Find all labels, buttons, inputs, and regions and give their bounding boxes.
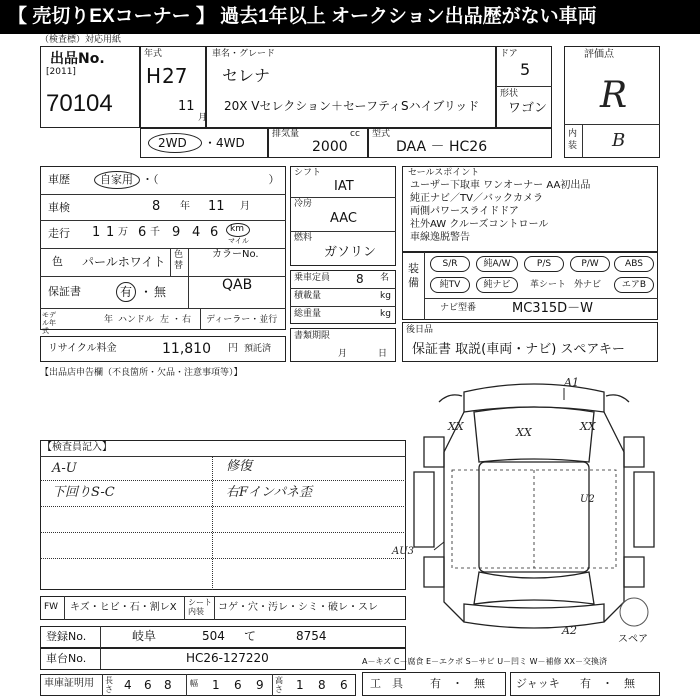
doors-label: ドア xyxy=(500,49,518,59)
inspector-label: 【検査員記入】 xyxy=(42,442,112,453)
seat-label: シート内装 xyxy=(188,598,212,616)
score-value: R xyxy=(600,75,628,116)
load-label: 積載量 xyxy=(294,291,322,301)
later-items-value: 保証書 取説(車両・ナビ) スペアキー xyxy=(412,342,625,357)
interior-label: 内装 xyxy=(568,129,578,151)
mileage-d6: 6 xyxy=(210,225,219,240)
mark-xx: XX xyxy=(448,420,464,433)
seller-notes-label: 【出品店申告欄（不良箇所・欠品・注意事項等）】 xyxy=(40,368,243,378)
selling-point-line: 社外AW クルーズコントロール xyxy=(410,219,549,230)
mileage-d3: 6 xyxy=(138,225,147,240)
mark-au3: AU3 xyxy=(392,546,415,557)
inspection-month: 11 xyxy=(208,199,225,214)
equip-leather: 革シート xyxy=(530,280,567,290)
warranty-sep: ・ xyxy=(140,285,153,299)
lot-label: 出品No. xyxy=(50,51,105,67)
aircon-label: 冷房 xyxy=(294,199,313,209)
color-label: 色 xyxy=(52,255,63,268)
drive-2wd: 2WD xyxy=(158,136,187,150)
fw-label: FW xyxy=(44,602,59,612)
weight-unit: kg xyxy=(380,309,391,319)
navi-model-value: MC315D－W xyxy=(512,301,593,316)
equip-aftermarket-navi: 外ナビ xyxy=(574,280,602,290)
year-value: 27 xyxy=(162,64,188,88)
mileage-unit2: マイル xyxy=(228,237,249,245)
reg-kana: て xyxy=(244,629,257,643)
equip-sr: S/R xyxy=(430,256,470,272)
chassis-label: 車台No. xyxy=(46,652,87,665)
fw-text: キズ・ヒビ・石・割レX xyxy=(70,602,177,613)
equipment-label: 装備 xyxy=(408,262,419,289)
reg-number: 8754 xyxy=(296,629,327,643)
mileage-man: 万 xyxy=(118,227,128,238)
doc-month: 月 xyxy=(338,349,348,359)
mileage-label: 走行 xyxy=(48,227,70,240)
recycle-unit: 円 xyxy=(228,343,238,354)
mileage-d1: 1 xyxy=(92,225,101,240)
color-value: パールホワイト xyxy=(82,255,166,269)
length-digit: 6 xyxy=(144,678,152,692)
warranty-label: 保証書 xyxy=(48,285,81,298)
drive-4wd: 4WD xyxy=(216,136,245,150)
year-month: 11 xyxy=(178,99,195,114)
fuel-value: ガソリン xyxy=(324,245,377,260)
equip-tv: 純TV xyxy=(430,277,470,293)
banner-title: 【 売切りEXコーナー 】 過去1年以上 オークション出品歴がない車両 xyxy=(0,0,700,34)
history-private: 自家用 xyxy=(100,173,133,186)
reg-class: 504 xyxy=(202,629,225,643)
inspector-box xyxy=(40,440,406,590)
selling-point-line: 車線逸脱警告 xyxy=(410,232,470,243)
fuel-label: 燃料 xyxy=(294,233,313,243)
warranty-yes: 有 xyxy=(120,285,133,299)
handle-label: ハンドル xyxy=(118,315,155,325)
damage-legend: A－キズ C－腐食 E－エクボ S－サビ U－凹ミ W－補修 XX－交換済 xyxy=(362,657,608,666)
model-label: 型式 xyxy=(372,129,391,139)
model-year-unit: 年 xyxy=(104,315,114,325)
mark-u2: U2 xyxy=(580,494,595,505)
year-era: H xyxy=(146,64,162,88)
equip-ps: P/S xyxy=(524,256,564,272)
year-month-unit: 月 xyxy=(198,113,208,123)
color-code: QAB xyxy=(222,277,253,293)
chassis-value: HC26-127220 xyxy=(186,651,269,665)
header-note: （検査標）対応用紙 xyxy=(40,35,122,45)
year-label: 年式 xyxy=(144,49,163,59)
handle-dot: ・ xyxy=(172,315,182,325)
equip-alloy: 純A/W xyxy=(476,256,518,272)
lot-year-tag: [2011] xyxy=(46,67,76,77)
reg-place: 岐阜 xyxy=(132,629,157,643)
mileage-d5: 4 xyxy=(192,225,201,240)
navi-model-label: ナビ型番 xyxy=(440,303,477,313)
car-name: セレナ xyxy=(222,66,271,85)
inspection-label: 車検 xyxy=(48,201,70,214)
capacity-unit: 名 xyxy=(380,273,390,283)
shift-label: シフト xyxy=(294,168,322,178)
interior-value: B xyxy=(612,130,626,151)
weight-label: 総重量 xyxy=(294,309,322,319)
displacement-unit: cc xyxy=(350,129,360,139)
jack-label: ジャッキ xyxy=(516,677,560,690)
score-label: 評価点 xyxy=(584,49,614,60)
handle-left: 左 xyxy=(160,315,170,325)
length-digit: 4 xyxy=(124,678,132,692)
aircon-value: AAC xyxy=(330,211,357,226)
width-digit: 1 xyxy=(212,678,220,692)
lot-number: 70104 xyxy=(46,90,113,117)
equip-abs: ABS xyxy=(614,256,654,272)
color-code-label: カラーNo. xyxy=(212,249,259,260)
mark-xx: XX xyxy=(580,420,596,433)
width-digit: 6 xyxy=(234,678,242,692)
mark-xx: XX xyxy=(516,426,532,439)
tools-options: 有 ・ 無 xyxy=(430,677,485,690)
width-digit: 9 xyxy=(256,678,264,692)
mileage-d4: 9 xyxy=(172,225,181,240)
doc-label: 書類期限 xyxy=(294,331,331,341)
selling-point-line: 両側パワースライドドア xyxy=(410,206,519,217)
doors-value: 5 xyxy=(520,60,531,79)
shift-value: IAT xyxy=(334,179,354,194)
height-digit: 8 xyxy=(318,678,326,692)
height-digit: 1 xyxy=(296,678,304,692)
dealer-label: ディーラー・並行 xyxy=(206,315,278,325)
model-year-label: モデル年式 xyxy=(42,311,56,335)
mark-a2: A2 xyxy=(562,624,577,637)
displacement-value: 2000 xyxy=(312,139,348,155)
recycle-label: リサイクル料金 xyxy=(48,343,117,354)
drive-sep: ・ xyxy=(204,136,217,150)
equip-pw: P/W xyxy=(570,256,610,272)
inspector-note-right: 修復 xyxy=(226,459,253,474)
selling-points-label: セールスポイント xyxy=(408,168,480,178)
reg-label: 登録No. xyxy=(46,630,87,643)
recycle-note: 預託済 xyxy=(244,344,272,354)
inspector-note-left: A-U xyxy=(52,461,77,476)
body-type-label: 形状 xyxy=(500,89,519,99)
cert-label: 車庫証明用 xyxy=(44,678,94,689)
jack-options: 有 ・ 無 xyxy=(580,677,635,690)
inspection-year-unit: 年 xyxy=(180,201,190,212)
car-label: 車名・グレード xyxy=(212,49,276,59)
equip-navi: 純ナビ xyxy=(476,277,518,293)
history-label: 車歴 xyxy=(48,173,70,186)
recycle-value: 11,810 xyxy=(162,341,211,357)
length-digit: 8 xyxy=(164,678,172,692)
later-items-label: 後日品 xyxy=(406,325,434,335)
selling-point-line: ユーザー下取車 ワンオーナー AA初出品 xyxy=(410,180,591,191)
tools-label: 工 具 xyxy=(370,677,403,690)
seat-text: コゲ・穴・汚レ・シミ・破レ・スレ xyxy=(218,602,378,613)
model-value: DAA － HC26 xyxy=(396,139,488,155)
width-label: 幅 xyxy=(190,679,198,688)
car-grade: 20X Vセレクション＋セーフティSハイブリッド xyxy=(224,99,480,113)
history-rest: ・（ ） xyxy=(142,173,280,186)
load-unit: kg xyxy=(380,291,391,301)
color-change-label: 色替 xyxy=(174,250,184,271)
car-diagram xyxy=(392,372,664,645)
inspection-month-unit: 月 xyxy=(240,201,250,212)
inspector-note-right: 右Fインパネ歪 xyxy=(226,485,313,500)
capacity-value: 8 xyxy=(356,272,364,286)
mark-a1: A1 xyxy=(564,376,579,389)
capacity-label: 乗車定員 xyxy=(294,273,331,283)
spare-label: スペア xyxy=(618,634,648,645)
mileage-sen: 千 xyxy=(150,227,160,238)
body-type-value: ワゴン xyxy=(508,101,548,116)
displacement-label: 排気量 xyxy=(272,129,300,139)
height-digit: 6 xyxy=(340,678,348,692)
inspection-year: 8 xyxy=(152,199,161,214)
length-label: 長さ xyxy=(105,676,113,694)
mileage-d2: 1 xyxy=(106,225,115,240)
warranty-no: 無 xyxy=(154,285,167,299)
height-label: 高さ xyxy=(275,676,283,694)
doc-day: 日 xyxy=(378,349,388,359)
handle-right: 右 xyxy=(182,315,192,325)
mileage-unit: km xyxy=(230,224,244,234)
selling-point-line: 純正ナビ／TV／バックカメラ xyxy=(410,193,543,204)
equip-airbag: エアB xyxy=(614,277,654,293)
inspector-note-left: 下回りS-C xyxy=(52,485,115,500)
